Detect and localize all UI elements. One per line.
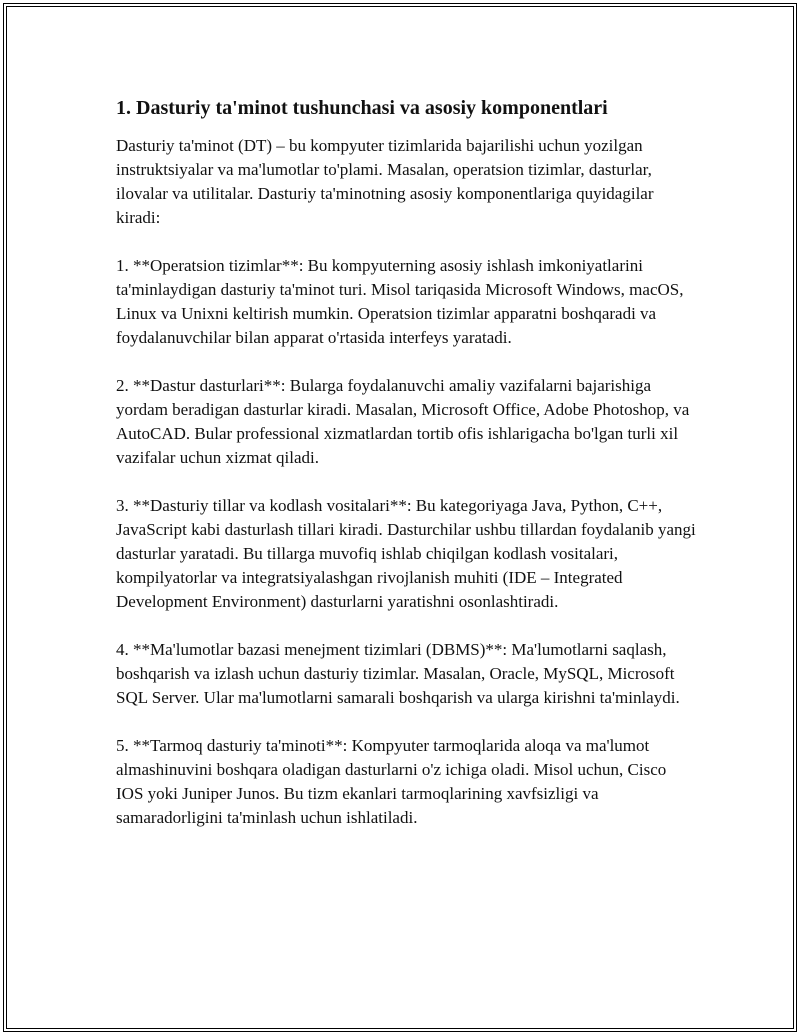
paragraph-application-software: 2. **Dastur dasturlari**: Bularga foydalanuvchi amaliy vazifalarni bajarishiga yordam beradigan dasturlar kiradi. Masalan, Microsoft Office, Adobe Photoshop, va AutoCAD. Bular professional xizmatlardan tortib ofis ishlarigacha bo'lgan turli xil vazifalar uchun xizmat qiladi. — [116, 376, 690, 467]
document-body — [116, 94, 696, 854]
paragraph-programming-languages: 3. **Dasturiy tillar va kodlash vositalari**: Bu kategoriyaga Java, Python, C++, JavaScript kabi dasturlash tillari kiradi. Dasturchilar ushbu tillardan foydalanib yangi dasturlar yaratadi. Bu tillarga muvofiq ishlab chiqilgan kodlash vositalari, kompilyatorlar va integratsiyalashgan rivojlanish muhiti (IDE – Integrated Development Environment) dasturlarni yaratishni osonlashtiradi. — [116, 496, 696, 611]
section-heading: 1. Dasturiy ta'minot tushunchasi va asosiy komponentlari — [116, 97, 608, 119]
intro-paragraph: Dasturiy ta'minot (DT) – bu kompyuter tizimlarida bajarilishi uchun yozilgan instruktsiyalar va ma'lumotlar to'plami. Masalan, operatsion tizimlar, dasturlar, ilovalar va utilitalar. Dasturiy ta'minotning asosiy komponentlariga quyidagilar kiradi: — [116, 136, 654, 227]
paragraph-dbms: 4. **Ma'lumotlar bazasi menejment tizimlari (DBMS)**: Ma'lumotlarni saqlash, boshqarish va izlash uchun dasturiy tizimlar. Masalan, Oracle, MySQL, Microsoft SQL Server. Ular ma'lumotlarni samarali boshqarish va ularga kirishni ta'minlaydi. — [116, 640, 680, 707]
paragraph-operating-systems: 1. **Operatsion tizimlar**: Bu kompyuterning asosiy ishlash imkoniyatlarini ta'minlaydigan dasturiy ta'minot turi. Misol tariqasida Microsoft Windows, macOS, Linux va Unixni keltirish mumkin. Operatsion tizimlar apparatni boshqaradi va foydalanuvchilar bilan apparat o'rtasida interfeys yaratadi. — [116, 256, 684, 347]
paragraph-network-software: 5. **Tarmoq dasturiy ta'minoti**: Kompyuter tarmoqlarida aloqa va ma'lumot almashinuvini boshqara oladigan dasturlarni o'z ichiga oladi. Misol uchun, Cisco IOS yoki Juniper Junos. Bu tizm ekanlari tarmoqlarining xavfsizligi va samaradorligini ta'minlash uchun ishlatiladi. — [116, 736, 667, 827]
